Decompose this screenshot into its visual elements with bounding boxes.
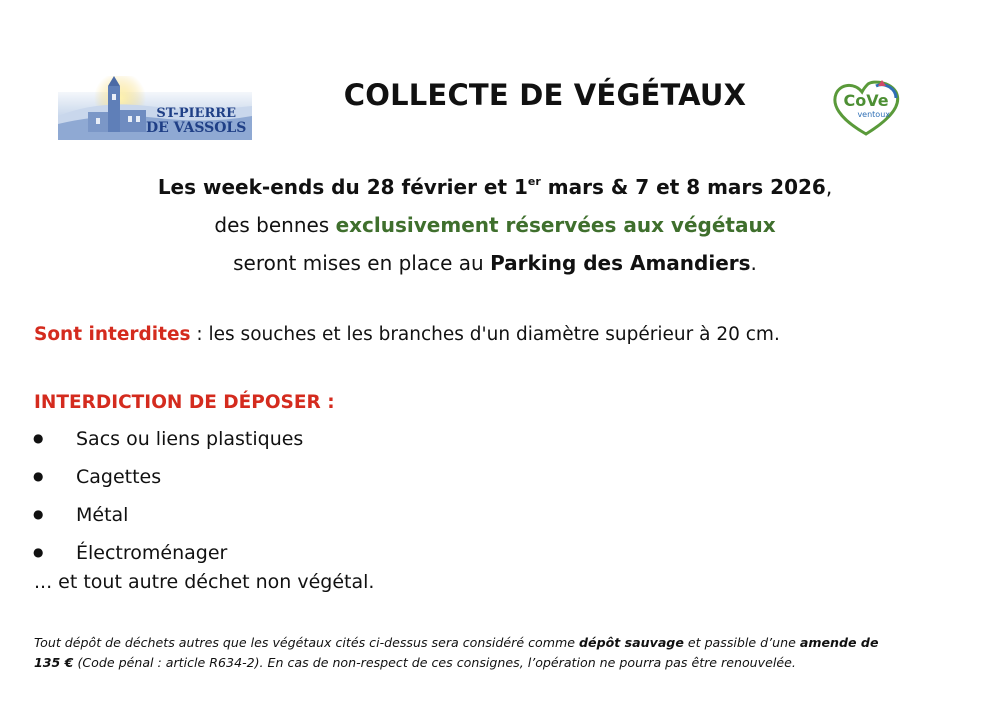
bullet-icon: ● bbox=[33, 545, 44, 559]
prohibited-items-list bbox=[30, 428, 303, 580]
logo-right-text bbox=[840, 92, 892, 120]
list-item bbox=[30, 466, 303, 504]
list-item-text: Métal bbox=[76, 504, 129, 526]
st-pierre-de-vassols-logo bbox=[58, 76, 252, 140]
bennes-green: exclusivement réservées aux végétaux bbox=[335, 213, 776, 237]
page-title: COLLECTE DE VÉGÉTAUX bbox=[343, 78, 747, 112]
bennes-pre: des bennes bbox=[214, 213, 336, 237]
dates-part1: Les week-ends du 28 février et 1 bbox=[157, 175, 528, 199]
list-item-text: Électroménager bbox=[76, 542, 228, 564]
parking-name: Parking des Amandiers bbox=[490, 251, 751, 275]
intro-line-parking bbox=[60, 244, 930, 282]
intro-line-dates bbox=[60, 168, 930, 206]
forbidden-label: Sont interdites bbox=[34, 324, 191, 345]
note-line-2 bbox=[34, 653, 969, 673]
cove-ventoux-logo bbox=[830, 78, 902, 136]
bullet-icon: ● bbox=[33, 507, 44, 521]
note-p1: Tout dépôt de déchets autres que les végétaux cités ci-dessus sera considéré comme bbox=[34, 635, 580, 650]
note-p3: (Code pénal : article R634-2). En cas de non-respect de ces consignes, l’opération ne pourra pas être renouvelée. bbox=[73, 655, 796, 670]
note-line-1 bbox=[34, 633, 969, 653]
parking-pre: seront mises en place au bbox=[233, 251, 491, 275]
note-b3: 135 € bbox=[34, 655, 74, 670]
bullet-icon: ● bbox=[33, 431, 44, 445]
parking-end: . bbox=[750, 251, 757, 275]
dates-end: , bbox=[825, 175, 833, 199]
bullet-icon: ● bbox=[33, 469, 44, 483]
note-b1: dépôt sauvage bbox=[579, 635, 684, 650]
note-b2: amende de bbox=[799, 635, 879, 650]
other-waste-line: ... et tout autre déchet non végétal. bbox=[34, 571, 375, 593]
logo-right-sub: ventoux bbox=[857, 110, 890, 119]
logo-right-main: CoVe bbox=[843, 91, 889, 110]
forbidden-text: : les souches et les branches d'un diamètre supérieur à 20 cm. bbox=[190, 324, 780, 345]
list-item-text: Sacs ou liens plastiques bbox=[76, 428, 304, 450]
forbidden-line bbox=[34, 324, 780, 345]
intro-line-bennes bbox=[60, 206, 930, 244]
logo-left-line2: DE VASSOLS bbox=[146, 120, 247, 136]
dates-sup: er bbox=[527, 175, 541, 188]
logo-left-text bbox=[146, 106, 246, 136]
logo-left-line1: ST-PIERRE bbox=[156, 106, 236, 121]
list-item-text: Cagettes bbox=[76, 466, 162, 488]
intro-paragraph bbox=[60, 168, 930, 282]
dates-part2: mars & 7 et 8 mars 2026 bbox=[540, 175, 826, 199]
list-item bbox=[30, 504, 303, 542]
list-item bbox=[30, 428, 303, 466]
interdiction-heading: INTERDICTION DE DÉPOSER : bbox=[34, 392, 335, 413]
note-p2: et passible d’une bbox=[683, 635, 800, 650]
legal-note bbox=[34, 633, 969, 673]
